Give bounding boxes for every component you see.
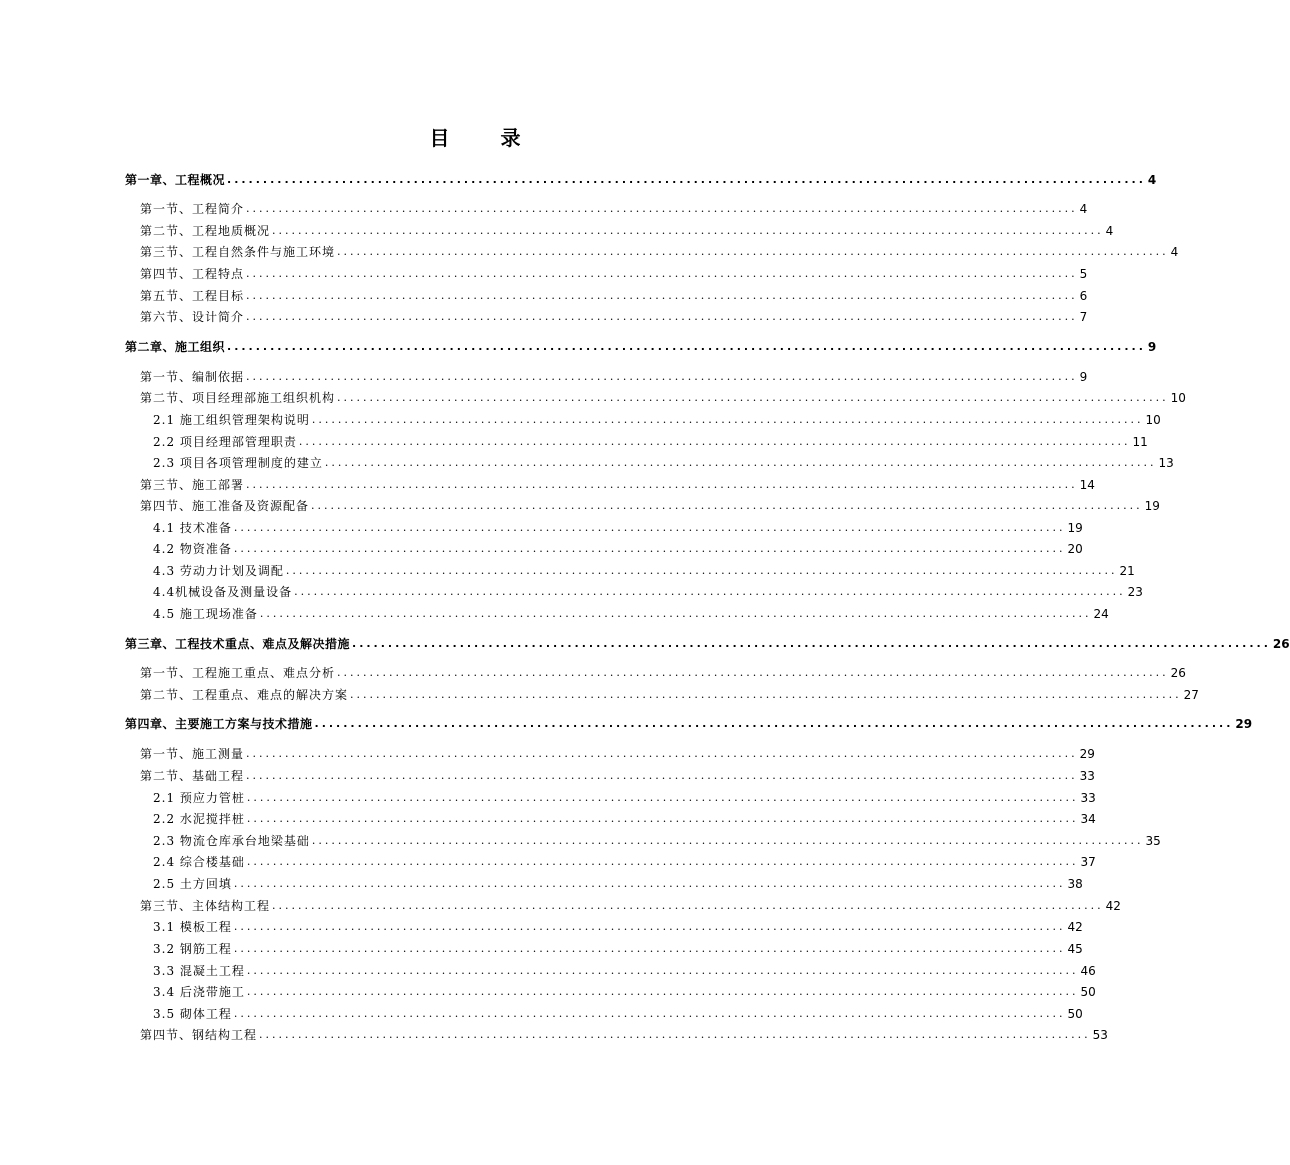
toc-entry-page: 50 (1080, 985, 1096, 999)
toc-entry-page: 5 (1079, 267, 1088, 281)
toc-entry-subsection[interactable] (125, 786, 1096, 806)
toc-entry-section[interactable] (125, 386, 1186, 406)
toc-entry-section[interactable] (125, 683, 1199, 703)
toc-entry-page: 45 (1067, 942, 1083, 956)
leader-dots: ................................................................................................................................ (324, 456, 1157, 469)
toc-entry-label: 第三章、工程技术重点、难点及解决措施 (125, 637, 351, 651)
toc-entry-section[interactable] (125, 219, 1114, 239)
toc-entry-label: 2.1 施工组织管理架构说明 (153, 413, 310, 427)
toc-entry-subsection[interactable] (125, 602, 1109, 622)
toc-entry-label: 2.4 综合楼基础 (153, 855, 245, 869)
toc-entry-label: 第一节、工程简介 (140, 202, 245, 216)
toc-entry-page: 4 (1105, 224, 1114, 238)
toc-entry-page: 26 (1272, 637, 1290, 651)
toc-entry-section[interactable] (125, 764, 1095, 784)
toc-entry-subsection[interactable] (125, 580, 1143, 600)
leader-dots: ................................................................................................................................ (246, 478, 1078, 491)
leader-dots: ................................................................................................................................ (352, 637, 1271, 650)
leader-dots: ................................................................................................................................ (246, 202, 1078, 215)
toc-entry-label: 4.5 施工现场准备 (153, 607, 258, 621)
leader-dots: ................................................................................................................................ (233, 942, 1066, 955)
toc-entry-label: 第三节、主体结构工程 (140, 899, 271, 913)
toc-entry-subsection[interactable] (125, 516, 1083, 536)
toc-entry-subsection[interactable] (125, 850, 1096, 870)
toc-entry-page: 24 (1093, 607, 1109, 621)
toc-entry-label: 2.1 预应力管桩 (153, 791, 245, 805)
leader-dots: ................................................................................................................................ (350, 688, 1182, 701)
toc-entry-label: 4.1 技术准备 (153, 521, 232, 535)
toc-entry-section[interactable] (125, 742, 1095, 762)
toc-entry-label: 4.3 劳动力计划及调配 (153, 564, 284, 578)
toc-entry-page: 29 (1235, 717, 1253, 731)
toc-entry-label: 第二节、工程重点、难点的解决方案 (140, 688, 349, 702)
toc-entry-section[interactable] (125, 494, 1160, 514)
toc-entry-section[interactable] (125, 284, 1088, 304)
leader-dots: ................................................................................................................................ (233, 521, 1066, 534)
toc-entry-page: 21 (1119, 564, 1135, 578)
toc-entry-label: 2.2 水泥搅拌桩 (153, 812, 245, 826)
toc-entry-page: 35 (1145, 834, 1161, 848)
toc-entry-page: 9 (1147, 340, 1157, 354)
leader-dots: ................................................................................................................................ (246, 812, 1079, 825)
leader-dots: ................................................................................................................................ (233, 542, 1066, 555)
toc-entry-page: 19 (1067, 521, 1083, 535)
toc-entry-page: 10 (1170, 391, 1186, 405)
leader-dots: ................................................................................................................................ (311, 413, 1144, 426)
toc-entry-page: 33 (1079, 769, 1095, 783)
toc-entry-subsection[interactable] (125, 537, 1083, 557)
toc-entry-page: 34 (1080, 812, 1096, 826)
toc-entry-section[interactable] (125, 240, 1179, 260)
toc-entry-label: 3.5 砌体工程 (153, 1007, 232, 1021)
toc-entry-section[interactable] (125, 365, 1088, 385)
toc-entry-subsection[interactable] (125, 430, 1148, 450)
leader-dots: ................................................................................................................................ (246, 964, 1079, 977)
leader-dots: ................................................................................................................................ (246, 267, 1078, 280)
leader-dots: ................................................................................................................................ (246, 310, 1078, 323)
toc-entry-subsection[interactable] (125, 937, 1083, 957)
toc-entry-page: 4 (1147, 173, 1157, 187)
toc-entry-page: 38 (1067, 877, 1083, 891)
toc-entry-page: 29 (1079, 747, 1095, 761)
toc-title: 目 录 (429, 126, 543, 150)
toc-entry-page: 50 (1067, 1007, 1083, 1021)
toc-entry-page: 42 (1067, 920, 1083, 934)
toc-entry-label: 3.4 后浇带施工 (153, 985, 245, 999)
leader-dots: ................................................................................................................................ (298, 435, 1131, 448)
toc-entry-label: 2.3 物流仓库承台地梁基础 (153, 834, 310, 848)
toc-entry-chapter[interactable] (125, 712, 1253, 732)
toc-entry-section[interactable] (125, 473, 1095, 493)
toc-entry-page: 33 (1080, 791, 1096, 805)
leader-dots: ................................................................................................................................ (272, 899, 1104, 912)
toc-entry-page: 26 (1170, 666, 1186, 680)
toc-entry-label: 第三节、施工部署 (140, 478, 245, 492)
leader-dots: ................................................................................................................................ (246, 791, 1079, 804)
toc-entry-subsection[interactable] (125, 980, 1096, 1000)
leader-dots: ................................................................................................................................ (259, 1028, 1091, 1041)
toc-entry-label: 第二节、工程地质概况 (140, 224, 271, 238)
toc-entry-page: 14 (1079, 478, 1095, 492)
leader-dots: ................................................................................................................................ (227, 340, 1146, 353)
toc-entry-page: 27 (1183, 688, 1199, 702)
toc-entry-subsection[interactable] (125, 959, 1096, 979)
leader-dots: ................................................................................................................................ (311, 834, 1144, 847)
toc-entry-label: 3.2 钢筋工程 (153, 942, 232, 956)
toc-entry-page: 19 (1144, 499, 1160, 513)
toc-entry-section[interactable] (125, 661, 1186, 681)
toc-entry-label: 2.3 项目各项管理制度的建立 (153, 456, 323, 470)
toc-entry-label: 4.2 物资准备 (153, 542, 232, 556)
toc-entry-subsection[interactable] (125, 807, 1096, 827)
leader-dots: ................................................................................................................................ (337, 391, 1169, 404)
toc-entry-label: 第一章、工程概况 (125, 173, 226, 187)
toc-entry-label: 第二节、基础工程 (140, 769, 245, 783)
toc-entry-subsection[interactable] (125, 408, 1161, 428)
toc-entry-label: 第四节、工程特点 (140, 267, 245, 281)
leader-dots: ................................................................................................................................ (311, 499, 1143, 512)
leader-dots: ................................................................................................................................ (233, 920, 1066, 933)
toc-entry-page: 6 (1079, 289, 1088, 303)
toc-entry-page: 46 (1080, 964, 1096, 978)
leader-dots: ................................................................................................................................ (246, 370, 1078, 383)
toc-entry-page: 9 (1079, 370, 1088, 384)
leader-dots: ................................................................................................................................ (314, 717, 1234, 730)
toc-entry-page: 11 (1132, 435, 1148, 449)
toc-entry-label: 第三节、工程自然条件与施工环境 (140, 245, 336, 259)
toc-entry-label: 第一节、编制依据 (140, 370, 245, 384)
toc-entry-chapter[interactable] (125, 335, 1157, 355)
toc-entry-section[interactable] (125, 262, 1088, 282)
leader-dots: ................................................................................................................................ (246, 855, 1079, 868)
toc-entry-chapter[interactable] (125, 168, 1157, 188)
leader-dots: ................................................................................................................................ (233, 877, 1066, 890)
leader-dots: ................................................................................................................................ (246, 985, 1079, 998)
leader-dots: ................................................................................................................................ (233, 1007, 1066, 1020)
leader-dots: ................................................................................................................................ (337, 666, 1169, 679)
leader-dots: ................................................................................................................................ (272, 224, 1104, 237)
toc-entry-page: 20 (1067, 542, 1083, 556)
toc-entry-section[interactable] (125, 305, 1088, 325)
toc-entry-page: 53 (1092, 1028, 1108, 1042)
toc-entry-label: 第四章、主要施工方案与技术措施 (125, 717, 313, 731)
toc-entry-section[interactable] (125, 894, 1121, 914)
toc-entry-page: 23 (1127, 585, 1143, 599)
toc-entry-subsection[interactable] (125, 829, 1161, 849)
leader-dots: ................................................................................................................................ (337, 245, 1169, 258)
leader-dots: ................................................................................................................................ (246, 769, 1078, 782)
toc-entry-label: 第二节、项目经理部施工组织机构 (140, 391, 336, 405)
toc-entry-subsection[interactable] (125, 559, 1135, 579)
toc-entry-label: 4.4机械设备及测量设备 (153, 585, 293, 599)
toc-entry-section[interactable] (125, 1023, 1108, 1043)
toc-entry-label: 2.2 项目经理部管理职责 (153, 435, 297, 449)
toc-entry-page: 37 (1080, 855, 1096, 869)
toc-entry-subsection[interactable] (125, 451, 1174, 471)
leader-dots: ................................................................................................................................ (246, 289, 1078, 302)
leader-dots: ................................................................................................................................ (259, 607, 1092, 620)
toc-entry-label: 第六节、设计简介 (140, 310, 245, 324)
toc-entry-page: 10 (1145, 413, 1161, 427)
toc-entry-page: 4 (1170, 245, 1179, 259)
toc-entry-label: 2.5 土方回填 (153, 877, 232, 891)
toc-entry-section[interactable] (125, 197, 1088, 217)
toc-entry-subsection[interactable] (125, 1002, 1083, 1022)
toc-entry-label: 第二章、施工组织 (125, 340, 226, 354)
toc-entry-page: 42 (1105, 899, 1121, 913)
toc-entry-label: 第四节、施工准备及资源配备 (140, 499, 310, 513)
toc-entry-label: 第一节、施工测量 (140, 747, 245, 761)
toc-entry-page: 4 (1079, 202, 1088, 216)
leader-dots: ................................................................................................................................ (246, 747, 1078, 760)
toc-entry-chapter[interactable] (125, 632, 1290, 652)
toc-entry-label: 3.3 混凝土工程 (153, 964, 245, 978)
toc-entry-label: 第五节、工程目标 (140, 289, 245, 303)
toc-entry-subsection[interactable] (125, 872, 1083, 892)
leader-dots: ................................................................................................................................ (285, 564, 1118, 577)
toc-entry-subsection[interactable] (125, 915, 1083, 935)
leader-dots: ................................................................................................................................ (294, 585, 1126, 598)
toc-entry-label: 3.1 模板工程 (153, 920, 232, 934)
toc-entry-page: 7 (1079, 310, 1088, 324)
toc-entry-label: 第四节、钢结构工程 (140, 1028, 258, 1042)
toc-entry-label: 第一节、工程施工重点、难点分析 (140, 666, 336, 680)
toc-entry-page: 13 (1158, 456, 1174, 470)
leader-dots: ................................................................................................................................ (227, 173, 1146, 186)
